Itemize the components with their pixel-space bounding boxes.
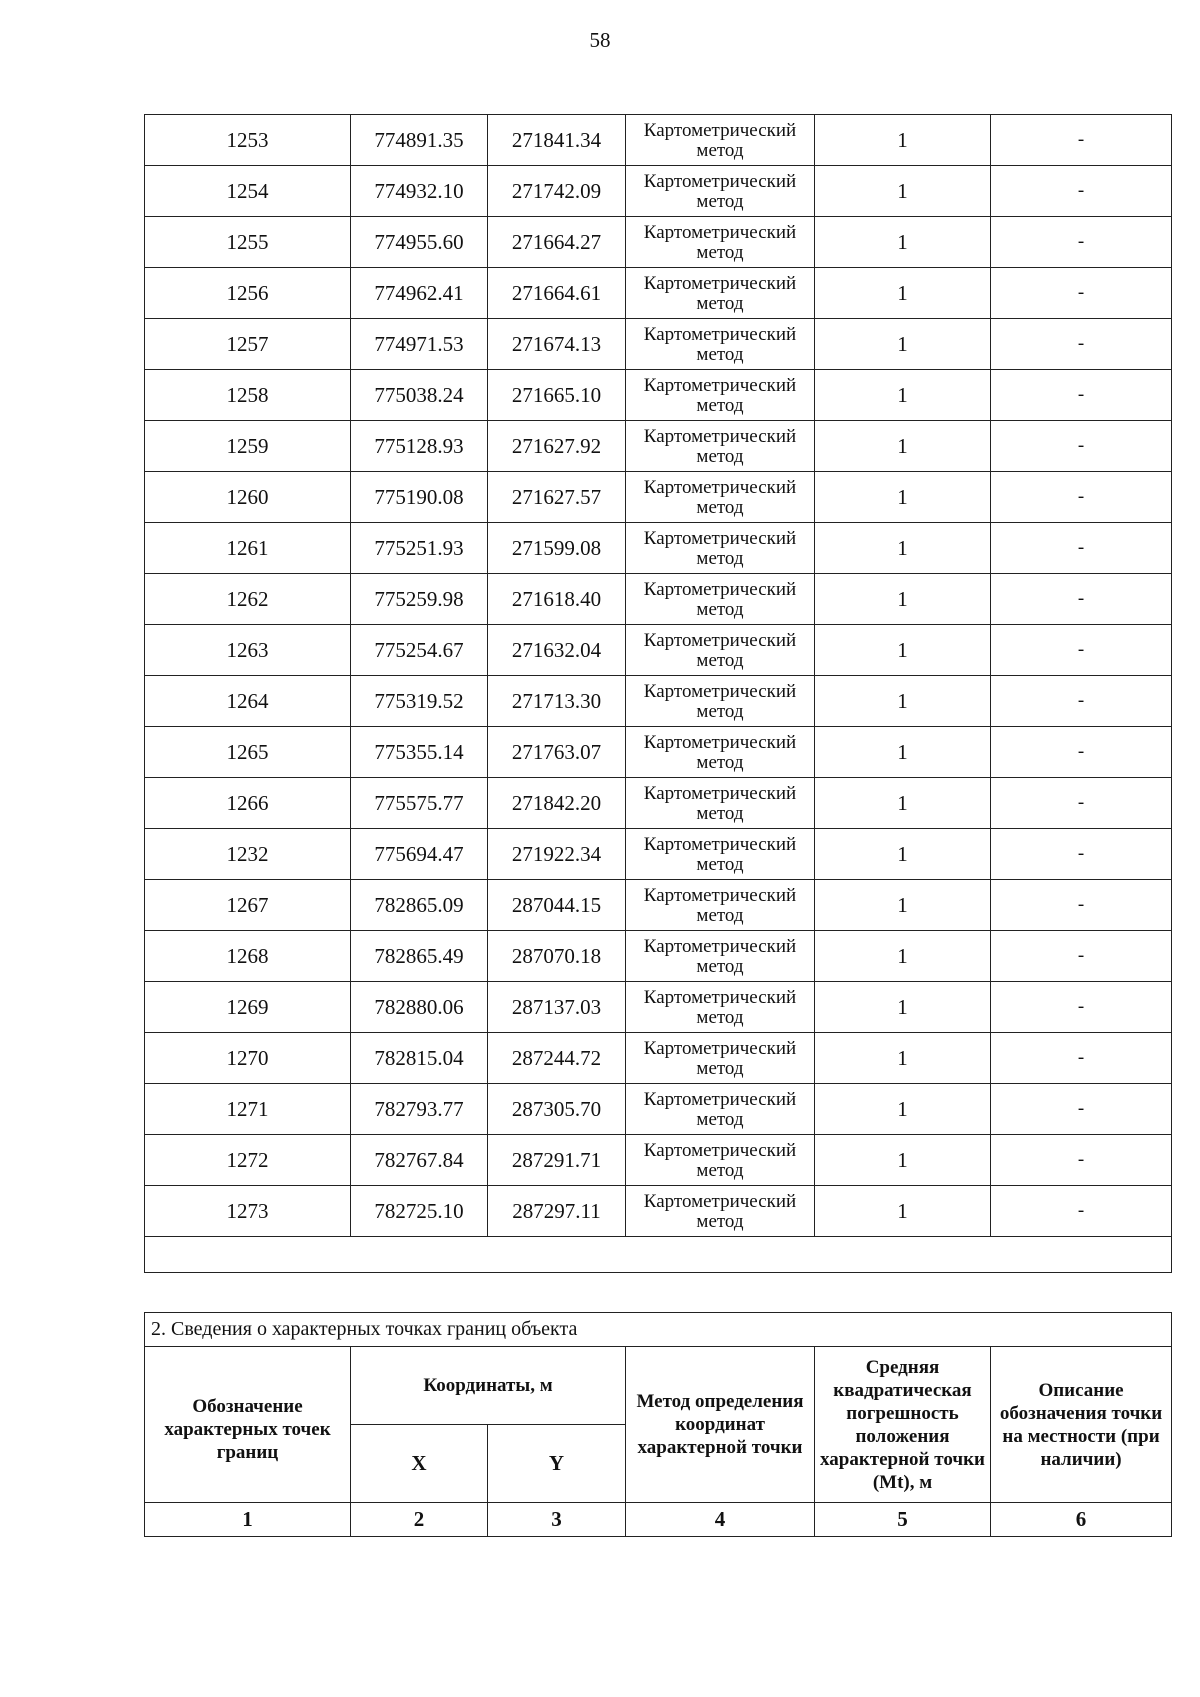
- point-id-cell: 1272: [145, 1135, 351, 1186]
- point-id-cell: 1265: [145, 727, 351, 778]
- table-row: [145, 319, 1172, 370]
- page-number: 58: [589, 28, 611, 52]
- table-row: [145, 574, 1172, 625]
- y-coordinate-cell: 271841.34: [488, 115, 626, 166]
- header-mt: Средняя квадратическая погрешность положения характерной точки (Mt), м: [815, 1347, 991, 1503]
- x-coordinate-cell: 775038.24: [351, 370, 488, 421]
- point-id-cell: 1266: [145, 778, 351, 829]
- point-id-cell: 1269: [145, 982, 351, 1033]
- accuracy-cell: 1: [815, 982, 991, 1033]
- y-coordinate-cell: 271627.57: [488, 472, 626, 523]
- y-coordinate-cell: 271922.34: [488, 829, 626, 880]
- coordinates-table: [144, 114, 1172, 1273]
- description-cell: -: [991, 166, 1172, 217]
- description-cell: -: [991, 778, 1172, 829]
- table-row: [145, 676, 1172, 727]
- table-row: [145, 217, 1172, 268]
- description-cell: -: [991, 727, 1172, 778]
- description-cell: -: [991, 472, 1172, 523]
- y-coordinate-cell: 287305.70: [488, 1084, 626, 1135]
- method-cell: Картометрический метод: [626, 472, 815, 523]
- point-id-cell: 1258: [145, 370, 351, 421]
- point-id-cell: 1261: [145, 523, 351, 574]
- accuracy-cell: 1: [815, 217, 991, 268]
- method-cell: Картометрический метод: [626, 829, 815, 880]
- method-cell: Картометрический метод: [626, 778, 815, 829]
- header-y: Y: [488, 1425, 626, 1503]
- accuracy-cell: 1: [815, 1084, 991, 1135]
- method-cell: Картометрический метод: [626, 982, 815, 1033]
- method-cell: Картометрический метод: [626, 1186, 815, 1237]
- y-coordinate-cell: 271664.27: [488, 217, 626, 268]
- y-coordinate-cell: 287291.71: [488, 1135, 626, 1186]
- section-title: 2. Сведения о характерных точках границ объекта: [145, 1313, 1172, 1347]
- point-id-cell: 1257: [145, 319, 351, 370]
- method-cell: Картометрический метод: [626, 931, 815, 982]
- x-coordinate-cell: 775355.14: [351, 727, 488, 778]
- point-id-cell: 1268: [145, 931, 351, 982]
- description-cell: -: [991, 676, 1172, 727]
- x-coordinate-cell: 775575.77: [351, 778, 488, 829]
- description-cell: -: [991, 880, 1172, 931]
- method-cell: Картометрический метод: [626, 727, 815, 778]
- table-row: [145, 472, 1172, 523]
- y-coordinate-cell: 271664.61: [488, 268, 626, 319]
- coordinates-table-body: [145, 115, 1172, 1273]
- accuracy-cell: 1: [815, 880, 991, 931]
- method-cell: Картометрический метод: [626, 1135, 815, 1186]
- point-id-cell: 1254: [145, 166, 351, 217]
- table-row: [145, 115, 1172, 166]
- method-cell: Картометрический метод: [626, 676, 815, 727]
- table-row: [145, 421, 1172, 472]
- point-id-cell: 1263: [145, 625, 351, 676]
- table-row: [145, 1084, 1172, 1135]
- accuracy-cell: 1: [815, 472, 991, 523]
- column-number: 6: [991, 1503, 1172, 1537]
- header-x: X: [351, 1425, 488, 1503]
- x-coordinate-cell: 782767.84: [351, 1135, 488, 1186]
- point-id-cell: 1264: [145, 676, 351, 727]
- section-2-table: [144, 1312, 1172, 1537]
- table-row: [145, 1186, 1172, 1237]
- x-coordinate-cell: 782865.09: [351, 880, 488, 931]
- accuracy-cell: 1: [815, 829, 991, 880]
- x-coordinate-cell: 782880.06: [351, 982, 488, 1033]
- y-coordinate-cell: 271713.30: [488, 676, 626, 727]
- y-coordinate-cell: 271742.09: [488, 166, 626, 217]
- x-coordinate-cell: 782815.04: [351, 1033, 488, 1084]
- description-cell: -: [991, 931, 1172, 982]
- y-coordinate-cell: 287044.15: [488, 880, 626, 931]
- accuracy-cell: 1: [815, 115, 991, 166]
- x-coordinate-cell: 775694.47: [351, 829, 488, 880]
- description-cell: -: [991, 1084, 1172, 1135]
- method-cell: Картометрический метод: [626, 319, 815, 370]
- accuracy-cell: 1: [815, 778, 991, 829]
- description-cell: -: [991, 1135, 1172, 1186]
- column-number: 4: [626, 1503, 815, 1537]
- description-cell: -: [991, 1186, 1172, 1237]
- x-coordinate-cell: 775319.52: [351, 676, 488, 727]
- table-row: [145, 727, 1172, 778]
- y-coordinate-cell: 287244.72: [488, 1033, 626, 1084]
- description-cell: -: [991, 370, 1172, 421]
- accuracy-cell: 1: [815, 931, 991, 982]
- x-coordinate-cell: 774962.41: [351, 268, 488, 319]
- method-cell: Картометрический метод: [626, 370, 815, 421]
- point-id-cell: 1253: [145, 115, 351, 166]
- x-coordinate-cell: 782865.49: [351, 931, 488, 982]
- accuracy-cell: 1: [815, 574, 991, 625]
- header-description: Описание обозначения точки на местности (при наличии): [991, 1347, 1172, 1503]
- description-cell: -: [991, 268, 1172, 319]
- point-id-cell: 1271: [145, 1084, 351, 1135]
- point-id-cell: 1270: [145, 1033, 351, 1084]
- table-row: [145, 625, 1172, 676]
- description-cell: -: [991, 421, 1172, 472]
- description-cell: -: [991, 574, 1172, 625]
- method-cell: Картометрический метод: [626, 166, 815, 217]
- accuracy-cell: 1: [815, 268, 991, 319]
- description-cell: -: [991, 523, 1172, 574]
- column-number: 3: [488, 1503, 626, 1537]
- point-id-cell: 1259: [145, 421, 351, 472]
- column-number: 1: [145, 1503, 351, 1537]
- y-coordinate-cell: 287070.18: [488, 931, 626, 982]
- x-coordinate-cell: 774971.53: [351, 319, 488, 370]
- x-coordinate-cell: 775254.67: [351, 625, 488, 676]
- x-coordinate-cell: 775190.08: [351, 472, 488, 523]
- method-cell: Картометрический метод: [626, 1033, 815, 1084]
- header-coordinates: Координаты, м: [351, 1347, 626, 1425]
- accuracy-cell: 1: [815, 676, 991, 727]
- x-coordinate-cell: 775259.98: [351, 574, 488, 625]
- accuracy-cell: 1: [815, 370, 991, 421]
- x-coordinate-cell: 782793.77: [351, 1084, 488, 1135]
- y-coordinate-cell: 271632.04: [488, 625, 626, 676]
- y-coordinate-cell: 271627.92: [488, 421, 626, 472]
- table-row: [145, 1135, 1172, 1186]
- table-row: [145, 931, 1172, 982]
- description-cell: -: [991, 1033, 1172, 1084]
- accuracy-cell: 1: [815, 523, 991, 574]
- description-cell: -: [991, 982, 1172, 1033]
- table-row: [145, 166, 1172, 217]
- description-cell: -: [991, 217, 1172, 268]
- accuracy-cell: 1: [815, 319, 991, 370]
- point-id-cell: 1232: [145, 829, 351, 880]
- empty-cell: [145, 1237, 1172, 1273]
- method-cell: Картометрический метод: [626, 523, 815, 574]
- accuracy-cell: 1: [815, 1135, 991, 1186]
- accuracy-cell: 1: [815, 1033, 991, 1084]
- method-cell: Картометрический метод: [626, 625, 815, 676]
- column-number: 2: [351, 1503, 488, 1537]
- y-coordinate-cell: 271674.13: [488, 319, 626, 370]
- table-row: [145, 982, 1172, 1033]
- accuracy-cell: 1: [815, 1186, 991, 1237]
- header-method: Метод определения координат характерной точки: [626, 1347, 815, 1503]
- column-number-row: [145, 1503, 1172, 1537]
- method-cell: Картометрический метод: [626, 880, 815, 931]
- method-cell: Картометрический метод: [626, 574, 815, 625]
- accuracy-cell: 1: [815, 727, 991, 778]
- point-id-cell: 1273: [145, 1186, 351, 1237]
- y-coordinate-cell: 287137.03: [488, 982, 626, 1033]
- y-coordinate-cell: 287297.11: [488, 1186, 626, 1237]
- x-coordinate-cell: 774932.10: [351, 166, 488, 217]
- table-row: [145, 880, 1172, 931]
- y-coordinate-cell: 271763.07: [488, 727, 626, 778]
- y-coordinate-cell: 271665.10: [488, 370, 626, 421]
- accuracy-cell: 1: [815, 166, 991, 217]
- description-cell: -: [991, 829, 1172, 880]
- method-cell: Картометрический метод: [626, 421, 815, 472]
- y-coordinate-cell: 271618.40: [488, 574, 626, 625]
- empty-row: [145, 1237, 1172, 1273]
- accuracy-cell: 1: [815, 625, 991, 676]
- point-id-cell: 1262: [145, 574, 351, 625]
- point-id-cell: 1260: [145, 472, 351, 523]
- point-id-cell: 1256: [145, 268, 351, 319]
- x-coordinate-cell: 775251.93: [351, 523, 488, 574]
- column-number: 5: [815, 1503, 991, 1537]
- table-row: [145, 1033, 1172, 1084]
- x-coordinate-cell: 775128.93: [351, 421, 488, 472]
- description-cell: -: [991, 625, 1172, 676]
- table-row: [145, 829, 1172, 880]
- description-cell: -: [991, 319, 1172, 370]
- table-row: [145, 778, 1172, 829]
- table-row: [145, 268, 1172, 319]
- x-coordinate-cell: 774891.35: [351, 115, 488, 166]
- point-id-cell: 1255: [145, 217, 351, 268]
- table-row: [145, 523, 1172, 574]
- accuracy-cell: 1: [815, 421, 991, 472]
- y-coordinate-cell: 271842.20: [488, 778, 626, 829]
- table-row: [145, 370, 1172, 421]
- method-cell: Картометрический метод: [626, 217, 815, 268]
- header-designation: Обозначение характерных точек границ: [145, 1347, 351, 1503]
- description-cell: -: [991, 115, 1172, 166]
- method-cell: Картометрический метод: [626, 115, 815, 166]
- y-coordinate-cell: 271599.08: [488, 523, 626, 574]
- method-cell: Картометрический метод: [626, 268, 815, 319]
- point-id-cell: 1267: [145, 880, 351, 931]
- x-coordinate-cell: 774955.60: [351, 217, 488, 268]
- method-cell: Картометрический метод: [626, 1084, 815, 1135]
- x-coordinate-cell: 782725.10: [351, 1186, 488, 1237]
